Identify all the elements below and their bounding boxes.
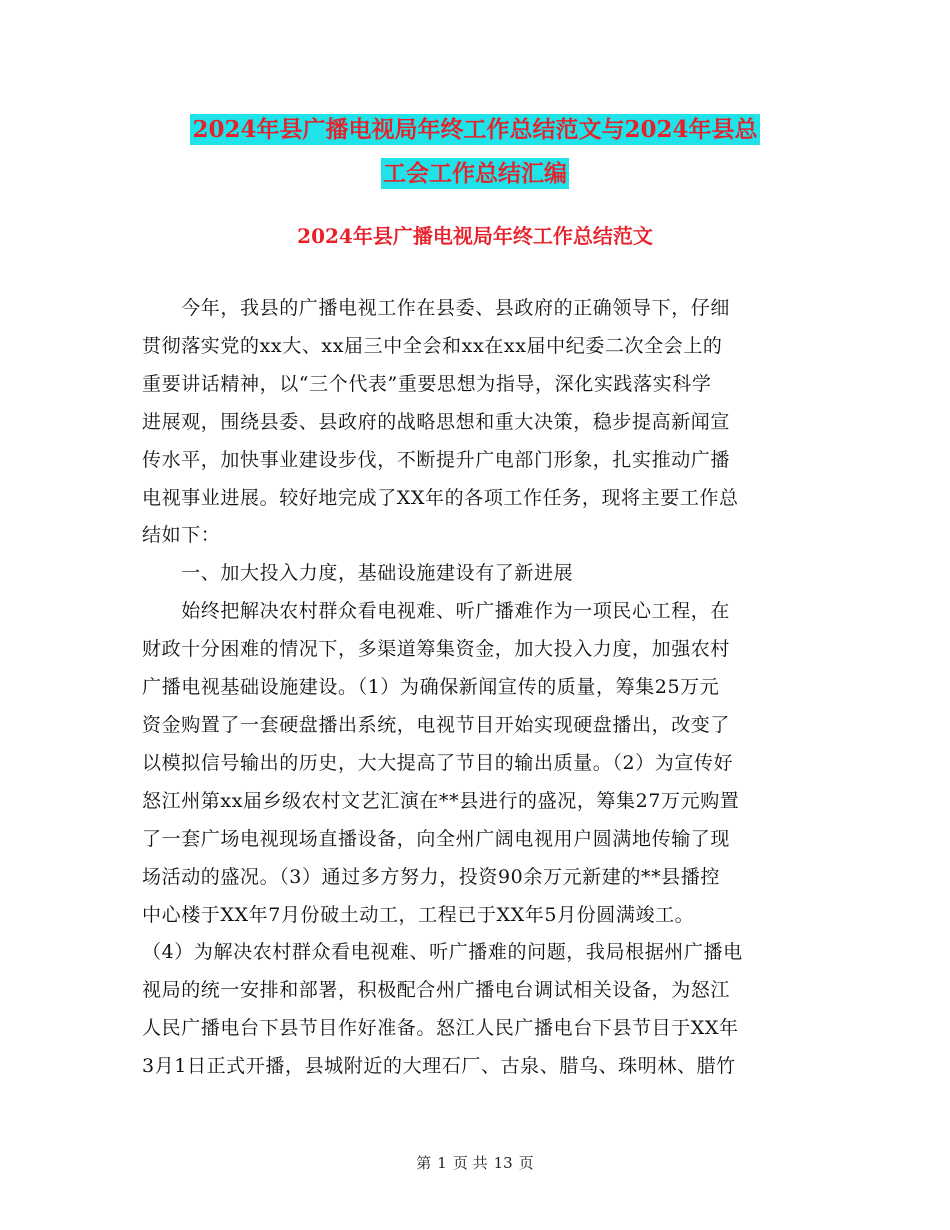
body-line: 进展观，围绕县委、县政府的战略思想和重大决策，稳步提高新闻宣: [142, 410, 731, 433]
body-line: 了一套广场电视现场直播设备，向全州广阔电视用户圆满地传输了现: [142, 827, 731, 850]
body-line: 资金购置了一套硬盘播出系统，电视节目开始实现硬盘播出，改变了: [142, 713, 731, 736]
body-line: 人民广播电台下县节目作好准备。怒江人民广播电台下县节目于XX年: [142, 1017, 739, 1040]
document-body: [142, 290, 810, 1086]
body-line: 场活动的盛况。（3）通过多方努力，投资90余万元新建的**县播控: [142, 865, 720, 888]
body-line: 电视事业进展。较好地完成了XX年的各项工作任务，现将主要工作总: [142, 486, 739, 509]
page-prefix: 第: [416, 1154, 432, 1172]
page-footer: [0, 1152, 950, 1173]
document-title-line-2: 工会工作总结汇编: [383, 160, 567, 187]
page-middle: 页 共: [452, 1154, 488, 1172]
section-title: 2024年县广播电视局年终工作总结范文: [297, 224, 653, 248]
page-number: 1: [437, 1154, 447, 1172]
body-line: 视局的统一安排和部署，积极配合州广播电台调试相关设备，为怒江: [142, 979, 731, 1002]
body-line: 重要讲话精神，以“三个代表”重要思想为指导，深化实践落实科学: [142, 372, 712, 395]
body-line: 财政十分困难的情况下，多渠道筹集资金，加大投入力度，加强农村: [142, 638, 731, 661]
body-line: 怒江州第xx届乡级农村文艺汇演在**县进行的盛况，筹集27万元购置: [142, 789, 740, 812]
body-line: 传水平，加快事业建设步伐，不断提升广电部门形象，扎实推动广播: [142, 448, 731, 471]
body-line: 今年，我县的广播电视工作在县委、县政府的正确领导下，仔细: [142, 297, 731, 319]
body-line: 中心楼于XX年7月份破土动工，工程已于XX年5月份圆满竣工。: [142, 903, 695, 926]
body-line: 广播电视基础设施建设。（1）为确保新闻宣传的质量，筹集25万元: [142, 676, 720, 699]
page-suffix: 页: [518, 1154, 534, 1172]
section-heading-1: 一、加大投入力度，基础设施建设有了新进展: [142, 562, 574, 585]
body-line: （4）为解决农村群众看电视难、听广播难的问题，我局根据州广播电: [142, 941, 743, 964]
page-total: 13: [493, 1154, 513, 1172]
body-line: 贯彻落实党的xx大、xx届三中全会和xx在xx届中纪委二次全会上的: [142, 334, 723, 357]
body-line: 以模拟信号输出的历史，大大提高了节目的输出质量。（2）为宣传好: [142, 751, 734, 774]
body-line: 结如下：: [142, 524, 221, 547]
body-line: 3月1日正式开播，县城附近的大理石厂、古泉、腊乌、珠明林、腊竹: [142, 1055, 736, 1078]
document-title: [140, 108, 810, 196]
body-line: 始终把解决农村群众看电视难、听广播难作为一项民心工程，在: [142, 600, 731, 623]
document-title-line-1: 2024年县广播电视局年终工作总结范文与2024年县总: [192, 116, 758, 143]
